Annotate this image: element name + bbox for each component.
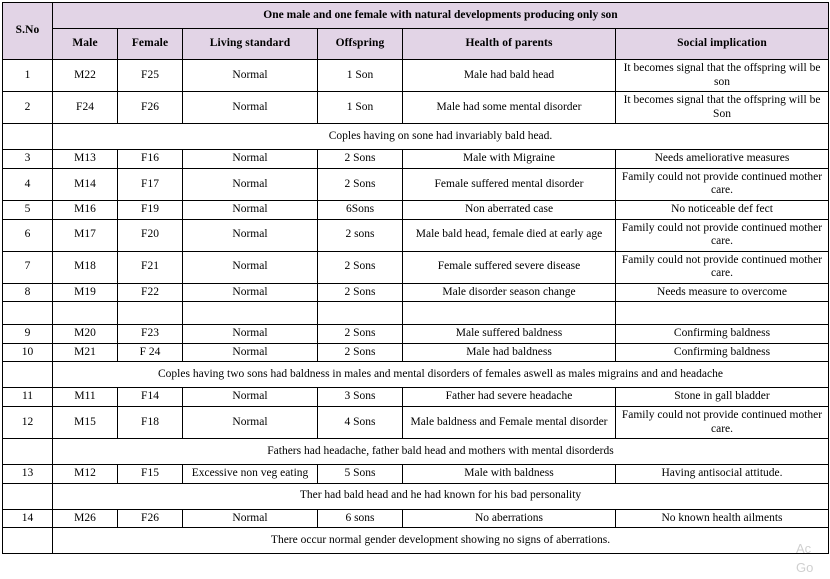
cell-female: F26 [118, 509, 183, 528]
cell-male: M12 [53, 465, 118, 484]
summary-note-row [3, 124, 829, 150]
cell-sno: 7 [3, 251, 53, 283]
cell-offspring: 1 Son [318, 60, 403, 92]
cell-female: F23 [118, 325, 183, 344]
cell-sno: 4 [3, 168, 53, 200]
cell-sno: 13 [3, 465, 53, 484]
cell-offspring: 6Sons [318, 200, 403, 219]
cell-female: F21 [118, 251, 183, 283]
cell-social-implication: Needs measure to overcome [616, 283, 829, 302]
cell-living-standard [183, 302, 318, 325]
table-row [3, 325, 829, 344]
cell-living-standard: Normal [183, 200, 318, 219]
cell-social-implication: Confirming baldness [616, 325, 829, 344]
column-header-female: Female [118, 29, 183, 60]
cell-male: M17 [53, 219, 118, 251]
cell-social-implication: Needs ameliorative measures [616, 150, 829, 169]
cell-female: F26 [118, 92, 183, 124]
cell-female: F22 [118, 283, 183, 302]
cell-health-of-parents: Male with Migraine [403, 150, 616, 169]
cell-sno [3, 302, 53, 325]
cell-health-of-parents: Male suffered baldness [403, 325, 616, 344]
cell-living-standard: Normal [183, 407, 318, 439]
cell-female: F18 [118, 407, 183, 439]
cell-living-standard: Excessive non veg eating [183, 465, 318, 484]
cell-social-implication [616, 302, 829, 325]
cell-health-of-parents: Non aberrated case [403, 200, 616, 219]
cell-health-of-parents: Male had bald head [403, 60, 616, 92]
cell-health-of-parents: Female suffered mental disorder [403, 168, 616, 200]
cell-health-of-parents: Male with baldness [403, 465, 616, 484]
summary-note-text: Ther had bald head and he had known for his bad personality [53, 483, 829, 509]
cell-male: M16 [53, 200, 118, 219]
cell-living-standard: Normal [183, 251, 318, 283]
header-row-columns [3, 29, 829, 60]
cell-female: F25 [118, 60, 183, 92]
cell-social-implication: No noticeable def fect [616, 200, 829, 219]
table-row [3, 200, 829, 219]
cell-sno: 9 [3, 325, 53, 344]
summary-note-text: There occur normal gender development showing no signs of aberrations. [53, 528, 829, 554]
note-row-sno-cell [3, 362, 53, 388]
table-title-header: One male and one female with natural developments producing only son [53, 3, 829, 29]
cell-offspring: 2 Sons [318, 325, 403, 344]
column-header-male: Male [53, 29, 118, 60]
note-row-sno-cell [3, 439, 53, 465]
cell-living-standard: Normal [183, 283, 318, 302]
cell-sno: 1 [3, 60, 53, 92]
summary-note-text: Coples having two sons had baldness in males and mental disorders of females aswell as males migrains and and headache [53, 362, 829, 388]
cell-male: M26 [53, 509, 118, 528]
cell-sno: 11 [3, 388, 53, 407]
cell-offspring: 2 sons [318, 219, 403, 251]
cell-social-implication: Family could not provide continued mother care. [616, 168, 829, 200]
table-row [3, 60, 829, 92]
cell-living-standard: Normal [183, 60, 318, 92]
table-row [3, 168, 829, 200]
cell-living-standard: Normal [183, 325, 318, 344]
cell-sno: 6 [3, 219, 53, 251]
summary-note-row [3, 528, 829, 554]
cell-sno: 10 [3, 343, 53, 362]
watermark-line-1: Ac [796, 541, 812, 556]
cell-offspring: 2 Sons [318, 283, 403, 302]
cell-female [118, 302, 183, 325]
cell-health-of-parents [403, 302, 616, 325]
cell-offspring: 2 Sons [318, 150, 403, 169]
cell-sno: 5 [3, 200, 53, 219]
cell-sno: 12 [3, 407, 53, 439]
cell-living-standard: Normal [183, 509, 318, 528]
cell-social-implication: Family could not provide continued mother care. [616, 407, 829, 439]
cell-offspring: 2 Sons [318, 168, 403, 200]
cell-living-standard: Normal [183, 168, 318, 200]
table-row [3, 343, 829, 362]
cell-living-standard: Normal [183, 388, 318, 407]
cell-social-implication: Family could not provide continued mother care. [616, 251, 829, 283]
summary-note-row [3, 483, 829, 509]
cell-male: M21 [53, 343, 118, 362]
cell-social-implication: No known health ailments [616, 509, 829, 528]
cell-female: F15 [118, 465, 183, 484]
cell-offspring [318, 302, 403, 325]
cell-living-standard: Normal [183, 343, 318, 362]
note-row-sno-cell [3, 528, 53, 554]
summary-note-text: Fathers had headache, father bald head and mothers with mental disorderds [53, 439, 829, 465]
cell-living-standard: Normal [183, 219, 318, 251]
cell-male: M15 [53, 407, 118, 439]
table-row [3, 509, 829, 528]
cell-social-implication: It becomes signal that the offspring will be Son [616, 92, 829, 124]
cell-offspring: 3 Sons [318, 388, 403, 407]
column-header-sno: S.No [3, 3, 53, 60]
cell-health-of-parents: Male disorder season change [403, 283, 616, 302]
column-header-health-of-parents: Health of parents [403, 29, 616, 60]
column-header-social-implication: Social implication [616, 29, 829, 60]
cell-male: M22 [53, 60, 118, 92]
cell-sno: 3 [3, 150, 53, 169]
cell-offspring: 4 Sons [318, 407, 403, 439]
cell-female: F 24 [118, 343, 183, 362]
cell-health-of-parents: Male had baldness [403, 343, 616, 362]
cell-male [53, 302, 118, 325]
cell-female: F19 [118, 200, 183, 219]
table-body [3, 3, 829, 554]
cell-health-of-parents: Male had some mental disorder [403, 92, 616, 124]
cell-health-of-parents: Male bald head, female died at early age [403, 219, 616, 251]
cell-male: M19 [53, 283, 118, 302]
cell-sno: 8 [3, 283, 53, 302]
cell-offspring: 1 Son [318, 92, 403, 124]
column-header-offspring: Offspring [318, 29, 403, 60]
cell-health-of-parents: Male baldness and Female mental disorder [403, 407, 616, 439]
cell-sno: 2 [3, 92, 53, 124]
summary-note-text: Coples having on sone had invariably bald head. [53, 124, 829, 150]
cell-social-implication: Family could not provide continued mother care. [616, 219, 829, 251]
cell-offspring: 5 Sons [318, 465, 403, 484]
cell-female: F16 [118, 150, 183, 169]
cell-health-of-parents: No aberrations [403, 509, 616, 528]
cell-living-standard: Normal [183, 92, 318, 124]
results-table [2, 2, 829, 554]
table-row [3, 219, 829, 251]
cell-male: M13 [53, 150, 118, 169]
summary-note-row [3, 362, 829, 388]
cell-social-implication: Confirming baldness [616, 343, 829, 362]
cell-health-of-parents: Female suffered severe disease [403, 251, 616, 283]
cell-living-standard: Normal [183, 150, 318, 169]
spreadsheet-sheet [2, 2, 828, 554]
cell-social-implication: Having antisocial attitude. [616, 465, 829, 484]
cell-female: F14 [118, 388, 183, 407]
table-row [3, 283, 829, 302]
blank-row [3, 302, 829, 325]
cell-female: F20 [118, 219, 183, 251]
cell-offspring: 2 Sons [318, 343, 403, 362]
table-row [3, 465, 829, 484]
cell-male: M11 [53, 388, 118, 407]
table-row [3, 407, 829, 439]
table-row [3, 92, 829, 124]
note-row-sno-cell [3, 483, 53, 509]
cell-sno: 14 [3, 509, 53, 528]
summary-note-row [3, 439, 829, 465]
table-row [3, 388, 829, 407]
table-row [3, 150, 829, 169]
watermark-line-2: Go [796, 560, 814, 575]
cell-social-implication: Stone in gall bladder [616, 388, 829, 407]
cell-social-implication: It becomes signal that the offspring will be son [616, 60, 829, 92]
cell-male: F24 [53, 92, 118, 124]
cell-health-of-parents: Father had severe headache [403, 388, 616, 407]
cell-female: F17 [118, 168, 183, 200]
header-row-top [3, 3, 829, 29]
note-row-sno-cell [3, 124, 53, 150]
cell-offspring: 2 Sons [318, 251, 403, 283]
cell-male: M20 [53, 325, 118, 344]
cell-offspring: 6 sons [318, 509, 403, 528]
cell-male: M14 [53, 168, 118, 200]
cell-male: M18 [53, 251, 118, 283]
column-header-living-standard: Living standard [183, 29, 318, 60]
table-row [3, 251, 829, 283]
